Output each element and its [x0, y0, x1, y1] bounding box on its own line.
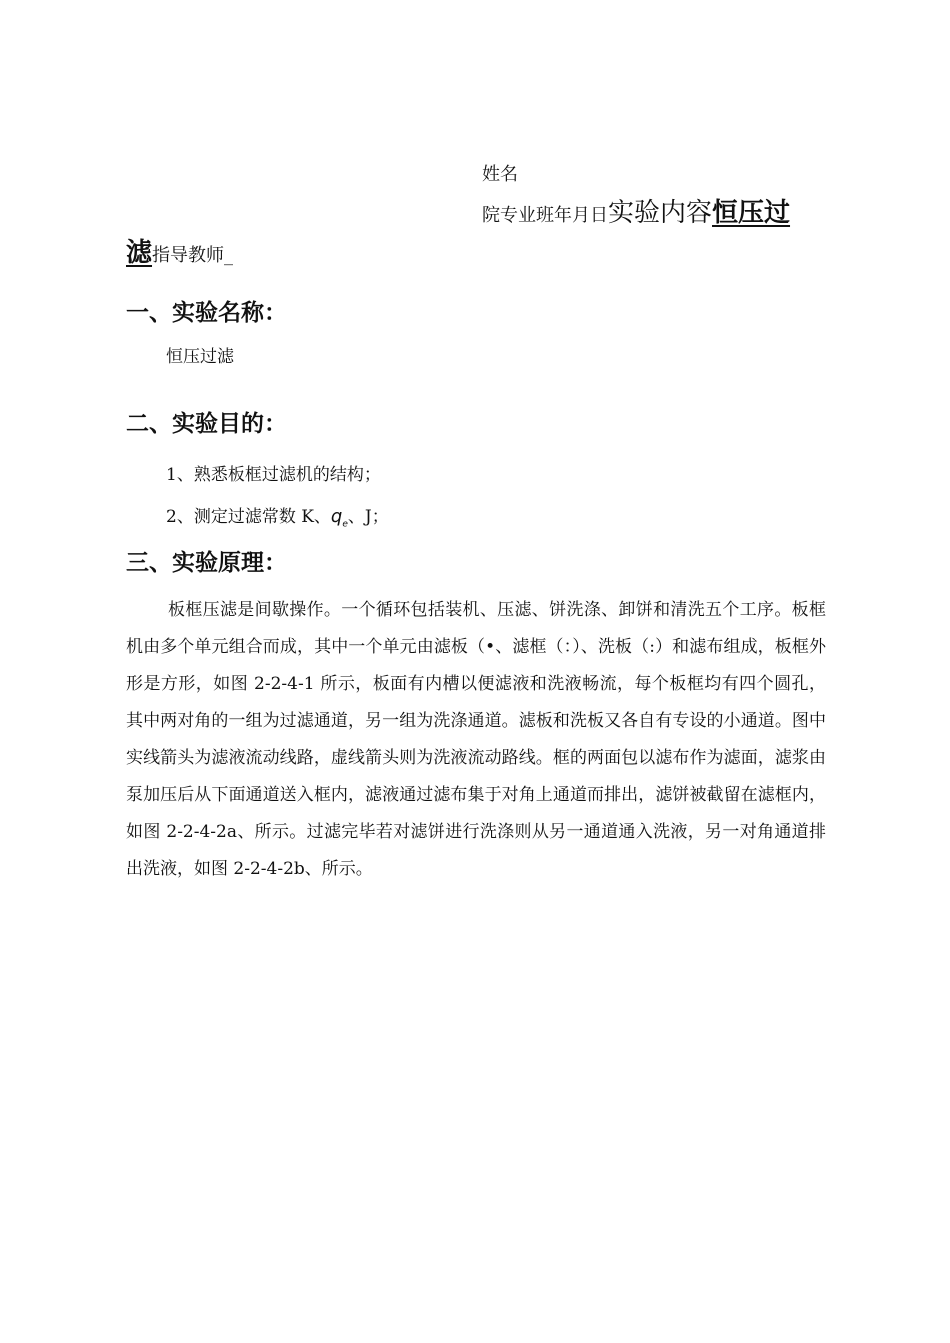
section-heading-name: 一、实验名称： — [126, 300, 287, 326]
header-info-line — [482, 193, 842, 236]
purpose-item-1: 1、熟悉板框过滤机的结构； — [166, 465, 381, 485]
instructor-label: 指导教师_ — [152, 245, 234, 266]
purpose-item-2-suffix: 、J； — [347, 507, 389, 527]
student-name-label: 姓名 — [482, 164, 518, 185]
purpose-item-2-prefix: 2、测定过滤常数 K、 — [166, 507, 331, 527]
header-info-line-2 — [126, 233, 233, 276]
department-class-date-label: 院专业班年月日 — [482, 205, 608, 226]
qe-symbol — [330, 506, 348, 530]
qe-q: q — [330, 506, 343, 527]
experiment-title-part1: 恒压过 — [712, 198, 791, 228]
section-heading-principle: 三、实验原理： — [126, 550, 287, 576]
principle-paragraph: 板框压滤是间歇操作。一个循环包括装机、压滤、饼洗涤、卸饼和清洗五个工序。板框机由多个单元组合而成，其中一个单元由滤板（•、滤框（：）、洗板（:）和滤布组成，板框外形是方形，如图 2-2-4-1 所示，板面有内槽以便滤液和洗液畅流，每个板框均有四个圆孔，其中两对角的一组为过滤通道，另一组为洗涤通道。滤板和洗板又各自有专设的小通道。图中实线箭头为滤液流动线路，虚线箭头则为洗液流动路线。框的两面包以滤布作为滤面，滤浆由泵加压后从下面通道送入框内，滤液通过滤布集于对角上通道而排出，滤饼被截留在滤框内，如图 2-2-4-2a、所示。过滤完毕若对滤饼进行洗涤则从另一通道通入洗液，另一对角通道排出洗液，如图 2-2-4-2b、所示。 — [126, 600, 826, 879]
purpose-item-2 — [166, 505, 389, 537]
experiment-content-label: 实验内容 — [608, 198, 713, 228]
qe-subscript: e — [342, 519, 348, 530]
experiment-name-text: 恒压过滤 — [166, 347, 234, 367]
section-heading-purpose: 二、实验目的： — [126, 411, 287, 437]
experiment-title-part2: 滤 — [126, 238, 153, 268]
